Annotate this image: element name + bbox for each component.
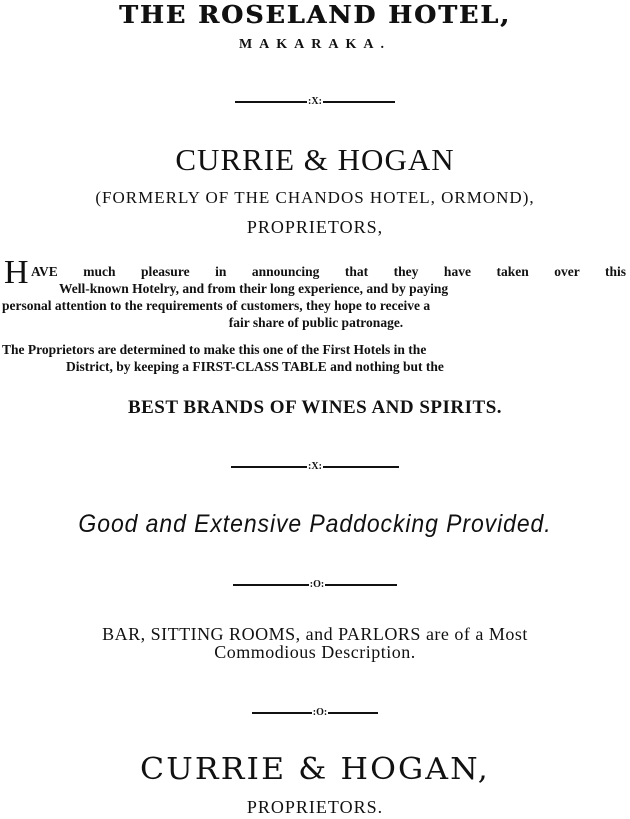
proprietors-label: PROPRIETORS,	[246, 217, 384, 237]
paddocking-text: Good and Extensive Paddocking Provided.	[78, 510, 552, 538]
divider-mark: :O:	[312, 707, 328, 718]
proprietors-name: CURRIE & HOGAN	[175, 142, 455, 177]
divider-bar	[323, 466, 399, 468]
footer-proprietors-label: PROPRIETORS.	[246, 797, 384, 817]
divider-bar	[231, 466, 307, 468]
divider-mark: :O:	[309, 579, 325, 590]
note-line: District, by keeping a FIRST-CLASS TABLE and nothing but the	[66, 359, 444, 374]
location-text: MAKARAKA.	[238, 37, 392, 52]
divider-bar	[323, 101, 395, 103]
rooms-description	[0, 625, 630, 661]
divider-rule	[0, 706, 630, 720]
divider-mark: :X:	[308, 461, 322, 472]
divider-bar	[325, 584, 397, 586]
announcement-line: fair share of public patronage.	[228, 315, 404, 330]
divider-bar	[235, 101, 307, 103]
divider-rule	[0, 578, 630, 592]
rooms-line: Commodious Description.	[214, 642, 416, 662]
drop-cap: H	[4, 254, 29, 291]
note-line: The Proprietors are determined to make this one of the First Hotels in the	[2, 342, 427, 357]
divider-rule	[0, 460, 630, 474]
formerly-text: (FORMERLY OF THE CHANDOS HOTEL, ORMOND),	[95, 188, 535, 207]
announcement-line: AVE much pleasure in announcing that they have taken over this	[31, 264, 626, 279]
footer-proprietors-name: CURRIE & HOGAN,	[140, 752, 490, 787]
divider-mark: :X:	[308, 96, 322, 107]
hotel-title: THE ROSELAND HOTEL,	[119, 0, 511, 29]
brands-heading: BEST BRANDS OF WINES AND SPIRITS.	[127, 397, 503, 418]
announcement-line: Well-known Hotelry, and from their long experience, and by paying	[59, 281, 449, 296]
divider-bar	[252, 712, 312, 714]
announcement-line: personal attention to the requirements of customers, they hope to receive a	[2, 298, 431, 313]
divider-bar	[328, 712, 378, 714]
divider-rule	[0, 95, 630, 109]
proprietors-note	[4, 341, 628, 375]
announcement-paragraph	[4, 263, 628, 331]
divider-bar	[233, 584, 309, 586]
rooms-line: BAR, SITTING ROOMS, and PARLORS are of a Most	[102, 624, 528, 644]
